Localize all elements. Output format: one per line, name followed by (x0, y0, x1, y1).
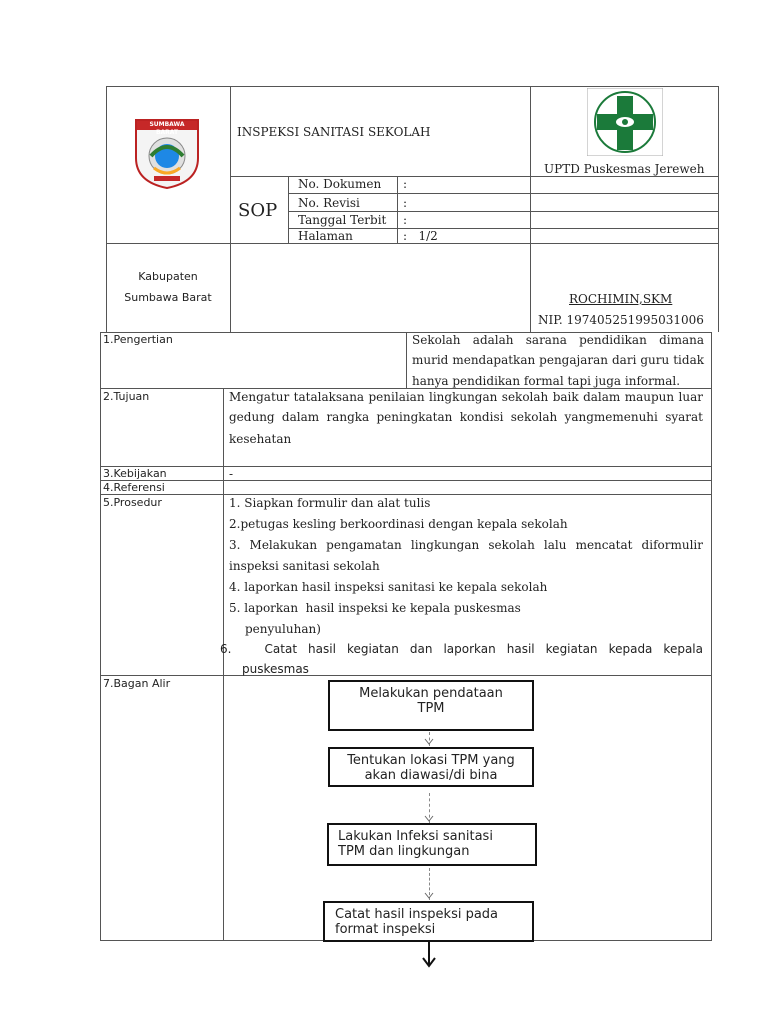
flow-box-2 (328, 747, 534, 787)
regency-logo (134, 118, 200, 190)
meta-value-halaman: : 1/2 (403, 229, 438, 243)
meta-value-tanggal-terbit: : (403, 213, 408, 227)
region-line2: Sumbawa Barat (124, 291, 212, 304)
prosedur-step: inspeksi sanitasi sekolah (229, 559, 380, 573)
arrow-down-icon (424, 815, 434, 823)
flow-box-3 (327, 823, 537, 866)
meta-label-no-dokumen: No. Dokumen (298, 177, 382, 191)
logo-text: SUMBAWA BARAT (149, 121, 185, 136)
kebijakan-value: - (229, 467, 234, 481)
tujuan-line: Mengatur tatalaksana penilaian lingkungan sekolah baik dalam maupun luar (229, 390, 703, 404)
arrow-down-icon (424, 892, 434, 900)
arrow-down-icon (424, 738, 434, 746)
pengertian-line: murid mendapatkan pengajaran dari guru tidak (412, 353, 704, 367)
prosedur-step: 6. Catat hasil kegiatan dan laporkan hasil kegiatan kepada kepala (220, 642, 703, 656)
flow-box-text: Lakukan Infeksi sanitasi (338, 829, 493, 844)
flow-box-text: TPM dan lingkungan (338, 844, 470, 859)
green-cross-icon (587, 88, 663, 156)
sop-label: SOP (238, 200, 278, 221)
flow-box-text: Catat hasil inspeksi pada (335, 907, 499, 922)
arrow-down-icon (421, 956, 437, 968)
org-name: UPTD Puskesmas Jereweh (544, 162, 705, 176)
pengertian-line: Sekolah adalah sarana pendidikan dimana (412, 333, 704, 347)
signatory-nip: NIP. 197405251995031006 (538, 313, 704, 327)
document-title: INSPEKSI SANITASI SEKOLAH (237, 125, 431, 139)
flow-box-text: TPM (417, 701, 445, 716)
section-label-prosedur: 5.Prosedur (103, 496, 162, 509)
section-label-tujuan: 2.Tujuan (103, 390, 150, 403)
puskesmas-logo (587, 88, 663, 160)
prosedur-step: puskesmas (242, 662, 309, 676)
meta-label-no-revisi: No. Revisi (298, 196, 360, 210)
prosedur-step: 5. laporkan hasil inspeksi ke kepala puskesmas (229, 601, 521, 615)
region-line1: Kabupaten (138, 270, 198, 283)
prosedur-step: 3. Melakukan pengamatan lingkungan sekolah lalu mencatat diformulir (229, 538, 703, 552)
prosedur-step: 1. Siapkan formulir dan alat tulis (229, 496, 431, 510)
flow-box-text: akan diawasi/di bina (364, 768, 498, 783)
prosedur-step: penyuluhan) (245, 622, 321, 636)
section-label-kebijakan: 3.Kebijakan (103, 467, 167, 480)
flow-box-1 (328, 680, 534, 731)
meta-value-no-revisi: : (403, 196, 408, 210)
tujuan-line: kesehatan (229, 432, 292, 446)
flow-box-4 (323, 901, 534, 942)
prosedur-step: 2.petugas kesling berkoordinasi dengan kepala sekolah (229, 517, 568, 531)
section-label-referensi: 4.Referensi (103, 481, 165, 494)
tujuan-line: gedung dalam rangka peningkatan kondisi sekolah yangmemenuhi syarat (229, 410, 703, 424)
prosedur-step: 4. laporkan hasil inspeksi sanitasi ke kepala sekolah (229, 580, 548, 594)
section-label-pengertian: 1.Pengertian (103, 333, 173, 346)
section-label-bagan-alir: 7.Bagan Alir (103, 677, 171, 690)
signatory-name: ROCHIMIN,SKM (569, 292, 673, 306)
meta-value-no-dokumen: : (403, 177, 408, 191)
meta-label-halaman: Halaman (298, 229, 353, 243)
flow-box-text: format inspeksi (335, 922, 436, 937)
pengertian-line: hanya pendidikan formal tapi juga informal. (412, 374, 681, 388)
meta-label-tanggal-terbit: Tanggal Terbit (298, 213, 387, 227)
flow-box-text: Tentukan lokasi TPM yang (347, 753, 515, 768)
flow-box-text: Melakukan pendataan (359, 686, 503, 701)
